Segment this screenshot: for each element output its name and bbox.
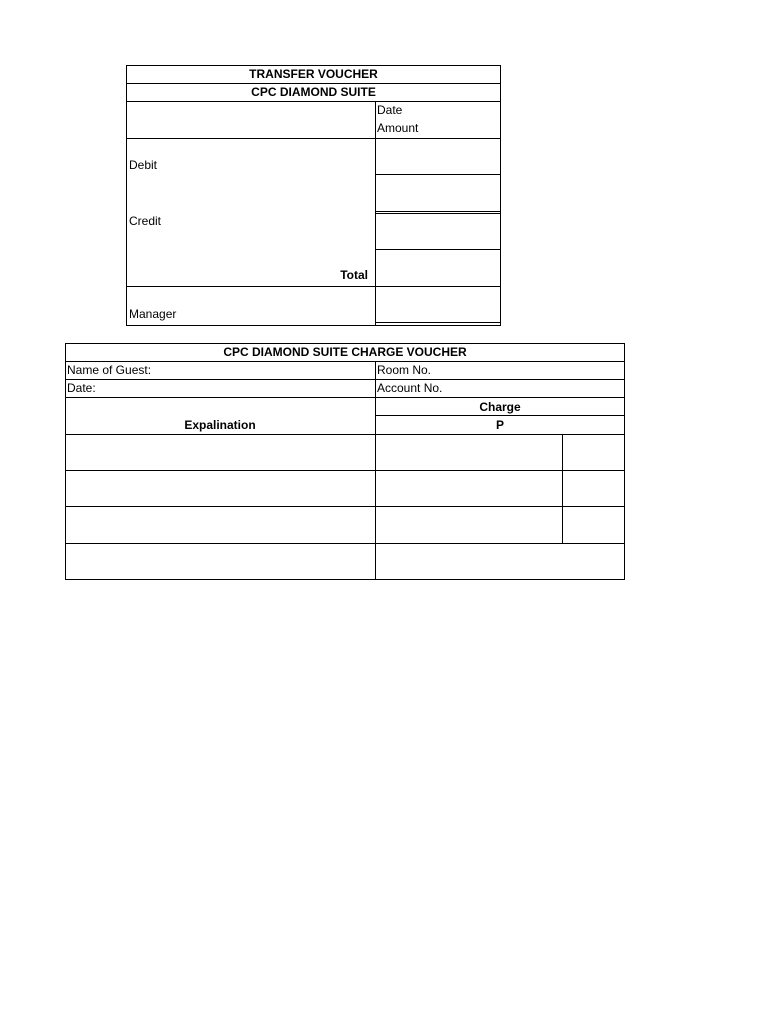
charge-header-divider (65, 434, 625, 435)
charge-date-divider (65, 397, 625, 398)
transfer-voucher-subtitle: CPC DIAMOND SUITE (251, 85, 376, 99)
date-label: Date (377, 103, 403, 117)
charge-label: Charge (479, 400, 521, 414)
amount-label: Amount (377, 121, 419, 135)
amount-cell-line (375, 322, 501, 323)
charge-row-divider (65, 470, 625, 471)
guest-name-label: Name of Guest: (67, 363, 152, 377)
charge-column-divider (375, 361, 376, 580)
debit-label: Debit (129, 158, 158, 172)
credit-label: Credit (129, 214, 162, 228)
charge-cents-divider (562, 434, 563, 543)
transfer-title-divider (126, 83, 501, 84)
amount-cell-line (375, 174, 501, 175)
transfer-voucher-title: TRANSFER VOUCHER (249, 67, 378, 81)
amount-cell-line (375, 213, 501, 214)
account-no-label: Account No. (377, 381, 443, 395)
currency-label: P (495, 418, 504, 432)
charge-row-divider (65, 506, 625, 507)
transfer-subtitle-divider (126, 101, 501, 102)
transfer-manager-divider (126, 286, 501, 287)
manager-label: Manager (129, 307, 177, 321)
amount-cell-line (375, 211, 501, 212)
charge-guest-divider (65, 379, 625, 380)
charge-voucher (0, 330, 768, 590)
explanation-label: Expalination (184, 418, 256, 432)
room-no-label: Room No. (377, 363, 432, 377)
charge-date-label: Date: (67, 381, 96, 395)
charge-subheader-divider (375, 415, 625, 416)
charge-voucher-title: CPC DIAMOND SUITE CHARGE VOUCHER (223, 345, 467, 359)
charge-row-divider (65, 543, 625, 544)
charge-title-divider (65, 361, 625, 362)
transfer-voucher (0, 0, 768, 330)
amount-cell-line (375, 249, 501, 250)
total-label: Total (340, 268, 368, 282)
transfer-header-divider (126, 138, 501, 139)
